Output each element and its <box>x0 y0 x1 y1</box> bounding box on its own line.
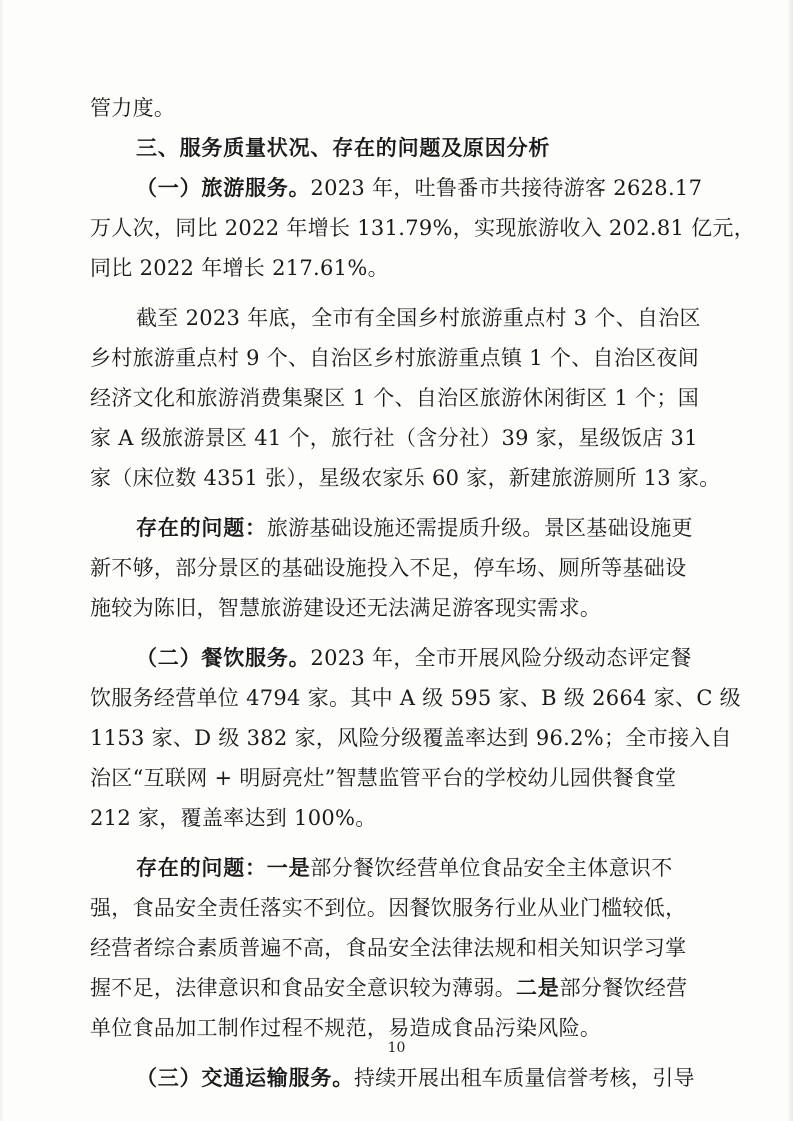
text-line: 治区“互联网 + 明厨亮灶”智慧监管平台的学校幼儿园供餐食堂 <box>90 766 677 790</box>
text-line: 万人次，同比 2022 年增长 131.79%，实现旅游收入 202.81 亿元， <box>90 216 756 240</box>
subsection-heading-transport: （三）交通运输服务。 <box>136 1066 354 1090</box>
paragraph-transport-line <box>90 1058 695 1098</box>
text-line: 饮服务经营单位 4794 家。其中 A 级 595 家、B 级 2664 家、C 级 <box>90 686 741 710</box>
text-line: 管力度。 <box>90 96 176 120</box>
problem-line <box>90 848 690 888</box>
emphasis-label: 二是 <box>516 976 560 1000</box>
problem-line <box>90 508 693 548</box>
text-span: 2023 年，吐鲁番市共接待游客 2628.17 <box>310 176 703 200</box>
text-line: 新不够，部分景区的基础设施投入不足，停车场、厕所等基础设 <box>90 556 687 580</box>
paragraph-catering-line <box>90 638 690 678</box>
text-span: 握不足，法律意识和食品安全意识较为薄弱。 <box>90 976 516 1000</box>
text-span: 2023 年，全市开展风险分级动态评定餐 <box>310 646 692 670</box>
text-line: 施较为陈旧，智慧旅游建设还无法满足游客现实需求。 <box>90 596 602 620</box>
text-line: 经济文化和旅游消费集聚区 1 个、自治区旅游休闲街区 1 个；国 <box>90 386 700 410</box>
text-line <box>90 968 690 1008</box>
text-line: 同比 2022 年增长 217.61%。 <box>90 256 389 280</box>
subsection-heading-tourism: （一）旅游服务。 <box>136 176 311 200</box>
section-heading: 三、服务质量状况、存在的问题及原因分析 <box>136 136 551 160</box>
problem-label: 存在的问题：一是 <box>136 856 311 880</box>
text-line: 212 家，覆盖率达到 100%。 <box>90 806 377 830</box>
text-line: 截至 2023 年底，全市有全国乡村旅游重点村 3 个、自治区 <box>136 306 701 330</box>
text-span: 部分餐饮经营 <box>559 976 688 1000</box>
text-span: 旅游基础设施还需提质升级。景区基础设施更 <box>266 516 693 540</box>
text-line: 强，食品安全责任落实不到位。因餐饮服务行业从业门槛较低， <box>90 896 687 920</box>
document-body <box>90 88 756 1098</box>
text-line: 单位食品加工制作过程不规范，易造成食品污染风险。 <box>90 1016 602 1040</box>
text-span: 持续开展出租车质量信誉考核，引导 <box>354 1066 695 1090</box>
text-line: 家（床位数 4351 张），星级农家乐 60 家，新建旅游厕所 13 家。 <box>90 466 721 490</box>
scan-edge-left <box>0 0 4 1121</box>
text-line: 经营者综合素质普遍不高，食品安全法律法规和相关知识学习掌 <box>90 936 687 960</box>
scan-edge-right <box>787 0 793 1121</box>
problem-label: 存在的问题： <box>136 516 267 540</box>
page-number: 10 <box>387 1040 406 1056</box>
text-line: 家 A 级旅游景区 41 个，旅行社（含分社）39 家，星级饭店 31 <box>90 426 698 450</box>
text-line: 1153 家、D 级 382 家，风险分级覆盖率达到 96.2%；全市接入自 <box>90 726 732 750</box>
subsection-heading-catering: （二）餐饮服务。 <box>136 646 311 670</box>
text-span: 部分餐饮经营单位食品安全主体意识不 <box>310 856 673 880</box>
text-line: 乡村旅游重点村 9 个、自治区乡村旅游重点镇 1 个、自治区夜间 <box>90 346 700 370</box>
paragraph-tourism-line <box>90 168 703 208</box>
